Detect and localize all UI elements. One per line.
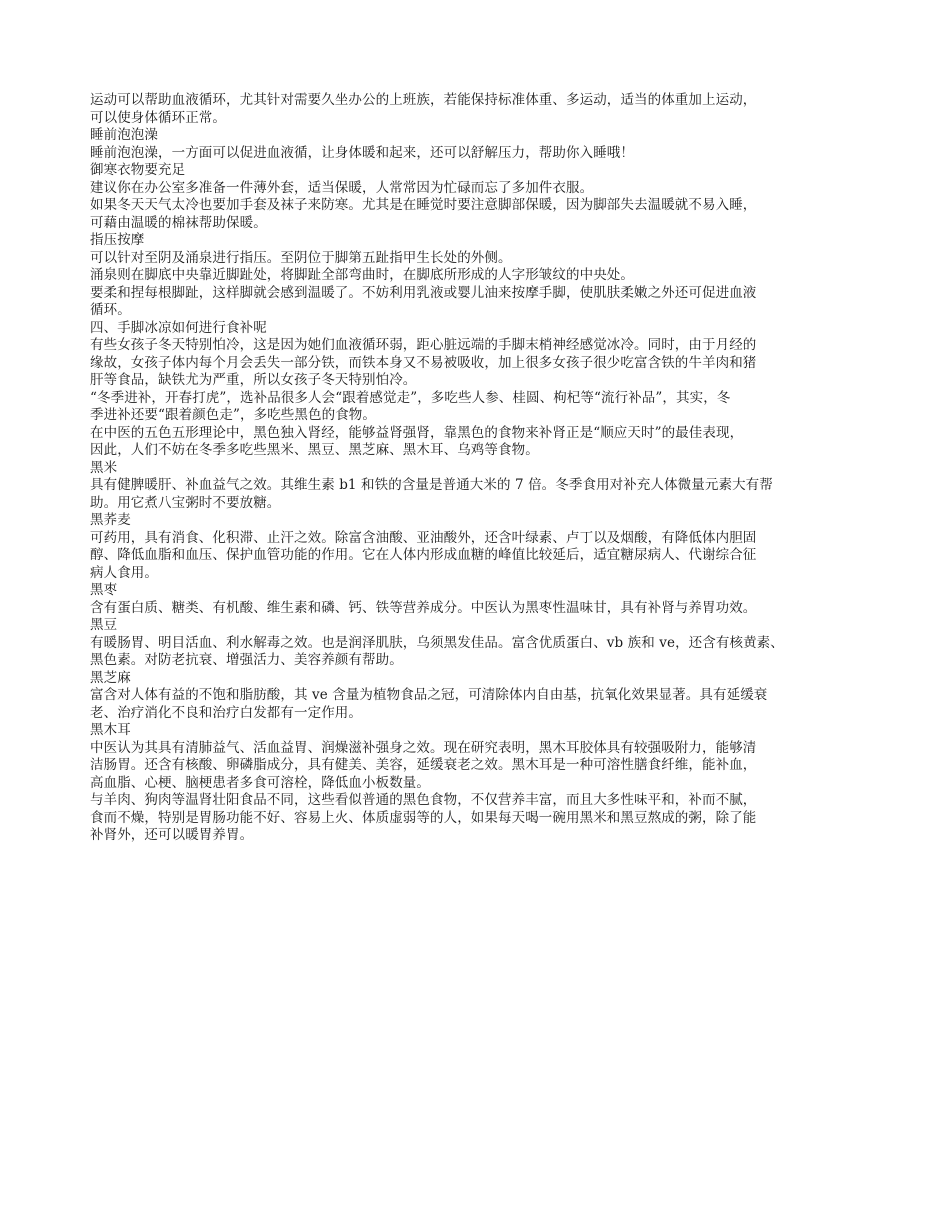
text-line: 高血脂、心梗、脑梗患者多食可溶栓，降低血小板数量。 [90,774,430,791]
text-line: 富含对人体有益的不饱和脂肪酸，其 ve 含量为植物食品之冠，可清除体内自由基，抗氧化效果显著。具有延缓衰 [90,687,768,703]
text-line: 有些女孩子冬天特别怕冷，这是因为她们血液循环弱，距心脏远端的手脚末梢神经感觉冰冷。同时，由于月经的 [90,337,757,353]
text-line: 要柔和捏每根脚趾，这样脚就会感到温暖了。不妨利用乳液或婴儿油来按摩手脚，使肌肤柔嫩之外还可促进血液 [90,284,757,301]
text-line: 含有蛋白质、糖类、有机酸、维生素和磷、钙、铁等营养成分。中医认为黑枣性温味甘，具有补肾与养胃功效。 [90,599,757,616]
text-line: 有暖肠胃、明目活血、利水解毒之效。也是润泽肌肤，乌须黑发佳品。富含优质蛋白、vb 族和 ve，还含有核黄素、 [90,634,784,651]
text-line: 睡前泡泡澡 [90,127,158,143]
text-line: 黑荞麦 [90,512,131,528]
text-line: 黑米 [90,459,118,476]
text-line: 如果冬天天气太冷也要加手套及袜子来防寒。尤其是在睡觉时要注意脚部保暖，因为脚部失去温暖就不易入睡， [90,197,757,213]
text-line: 建议你在办公室多准备一件薄外套，适当保暖，人常常因为忙碌而忘了多加件衣服。 [90,179,594,196]
text-line: 缘故，女孩子体内每个月会丢失一部分铁，而铁本身又不易被吸收，加上很多女孩子很少吃富含铁的牛羊肉和猪 [90,354,757,371]
text-line: 指压按摩 [90,232,145,248]
text-line: 可以针对至阴及涌泉进行指压。至阴位于脚第五趾指甲生长处的外侧。 [90,249,512,266]
text-line: 运动可以帮助血液循环，尤其针对需要久坐办公的上班族，若能保持标准体重、多运动，适当的体重加上运动， [90,92,757,108]
text-line: 助。用它煮八宝粥时不要放糖。 [90,494,281,511]
text-line: 与羊肉、狗肉等温肾壮阳食品不同，这些看似普通的黑色食物，不仅营养丰富，而且大多性味平和，补而不腻， [90,792,757,808]
text-line: 病人食用。 [90,564,158,581]
text-line: 循环。 [90,302,131,318]
text-line: 老、治疗消化不良和治疗白发都有一定作用。 [90,704,362,721]
text-line: 因此，人们不妨在冬季多吃些黑米、黑豆、黑芝麻、黑木耳、乌鸡等食物。 [90,442,539,458]
text-line: 食而不燥，特别是胃肠功能不好、容易上火、体质虚弱等的人，如果每天喝一碗用黑米和黑豆熬成的粥，除了能 [90,809,757,826]
text-line: 黑色素。对防老抗衰、增强活力、美容养颜有帮助。 [90,652,403,668]
text-line: 黑木耳 [90,722,131,738]
text-line: 黑豆 [90,617,118,633]
text-line: 御寒衣物要充足 [90,162,186,178]
text-line: 涌泉则在脚底中央靠近脚趾处，将脚趾全部弯曲时，在脚底所形成的人字形皱纹的中央处。 [90,267,634,283]
text-line: 可藉由温暖的棉袜帮助保暖。 [90,214,267,231]
text-line: 肝等食品，缺铁尤为严重，所以女孩子冬天特别怕冷。 [90,372,417,388]
text-line: 洁肠胃。还含有核酸、卵磷脂成分，具有健美、美容，延缓衰老之效。黑木耳是一种可溶性膳食纤维，能补血， [90,757,757,773]
text-line: 可药用，具有消食、化积滞、止汗之效。除富含油酸、亚油酸外，还含叶绿素、卢丁以及烟酸，有降低体内胆固 [90,529,757,546]
text-line: 四、手脚冰凉如何进行食补呢 [90,319,267,336]
text-line: 黑芝麻 [90,669,131,686]
text-line: 在中医的五色五形理论中，黑色独入肾经，能够益肾强肾，靠黑色的食物来补肾正是“顺应天时”的最佳表现， [90,424,744,441]
text-line: “冬季进补，开春打虎”，选补品很多人会“跟着感觉走”，多吃些人参、桂圆、枸杞等“流行补品”，其实，冬 [90,389,731,406]
text-line: 补肾外，还可以暖胃养胃。 [90,827,254,843]
text-line: 具有健脾暖肝、补血益气之效。其维生素 b1 和铁的含量是普通大米的 7 倍。冬季食用对补充人体微量元素大有帮 [90,477,773,493]
text-line: 中医认为其具有清肺益气、活血益胃、润燥滋补强身之效。现在研究表明，黑木耳胶体具有较强吸附力，能够清 [90,739,757,756]
text-line: 季进补还要“跟着颜色走”，多吃些黑色的食物。 [90,407,377,423]
text-line: 可以使身体循环正常。 [90,109,226,126]
text-line: 醇、降低血脂和血压、保护血管功能的作用。它在人体内形成血糖的峰值比较延后，适宜糖尿病人、代谢综合征 [90,547,757,563]
text-line: 黑枣 [90,582,118,598]
text-line: 睡前泡泡澡，一方面可以促进血液循，让身体暖和起来，还可以舒解压力，帮助你入睡哦！ [90,144,634,161]
document-body [90,92,890,845]
